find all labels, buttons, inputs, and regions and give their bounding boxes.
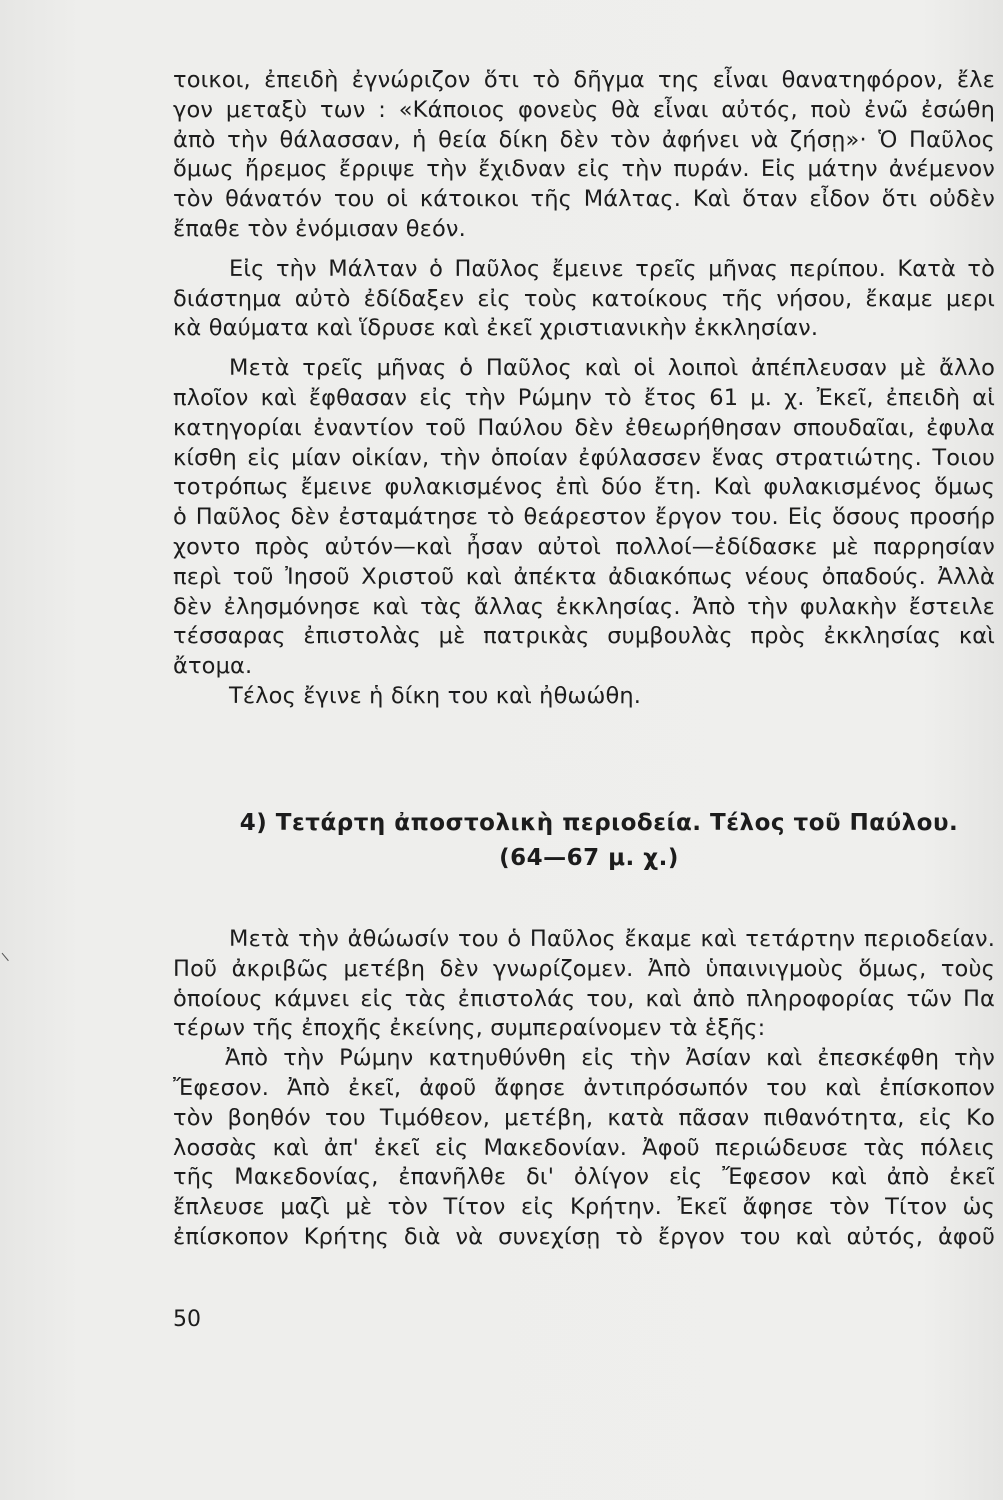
page-number: 50 bbox=[173, 1307, 201, 1332]
text-line: Ποῦ ἀκριβῶς μετέβη δὲν γνωρίζομεν. Ἀπὸ ὑπαινιγμοὺς ὅμως, τοὺς bbox=[173, 955, 995, 982]
paragraph-rome bbox=[173, 354, 995, 682]
text-line: περὶ τοῦ Ἰησοῦ Χριστοῦ καὶ ἀπέκτα ἀδιακόπως νέους ὀπαδούς. Ἀλλὰ bbox=[173, 563, 995, 590]
paragraph-malta-viper bbox=[173, 66, 995, 245]
body-text-top bbox=[173, 66, 995, 712]
text-line: Μετὰ τὴν ἀθώωσίν του ὁ Παῦλος ἔκαμε καὶ τετάρτην περιοδείαν. bbox=[229, 926, 995, 952]
text-line: ἔπαθε τὸν ἐνόμισαν θεόν. bbox=[173, 215, 466, 242]
text-line: ὅμως ἤρεμος ἔρριψε τὴν ἔχιδναν εἰς τὴν πυράν. Εἰς μάτην ἀνέμενον bbox=[173, 156, 995, 183]
text-line: ἄτομα. bbox=[173, 653, 253, 680]
text-line: χοντο πρὸς αὐτόν—καὶ ἦσαν αὐτοὶ πολλοί—ἐδίδασκε μὲ παρρησίαν bbox=[173, 533, 995, 560]
section-heading: 4) Τετάρτη ἀποστολικὴ περιοδεία. Τέλος τοῦ Παύλου. bbox=[239, 810, 959, 836]
text-line: γον μεταξὺ των : «Κάποιος φονεὺς θὰ εἶναι αὐτός, ποὺ ἐνῶ ἐσώθη bbox=[173, 96, 995, 123]
paragraph-fourth-journey bbox=[173, 925, 995, 1044]
section-heading-dates: (64—67 μ. χ.) bbox=[499, 845, 679, 871]
text-line: τὸν θάνατόν του οἱ κάτοικοι τῆς Μάλτας. Καὶ ὅταν εἶδον ὅτι οὐδὲν bbox=[173, 186, 995, 213]
text-line: ὁποίους κάμνει εἰς τὰς ἐπιστολάς του, καὶ ἀπὸ πληροφορίας τῶν Πα bbox=[173, 985, 995, 1012]
text-line: ἐπίσκοπον Κρήτης διὰ νὰ συνεχίσῃ τὸ ἔργον του καὶ αὐτός, ἀφοῦ bbox=[173, 1223, 995, 1250]
text-line: ἀπὸ τὴν θάλασσαν, ἡ θεία δίκη δὲν τὸν ἀφήνει νὰ ζήσῃ»· Ὁ Παῦλος bbox=[173, 126, 995, 153]
text-line: Ἔφεσον. Ἀπὸ ἐκεῖ, ἀφοῦ ἄφησε ἀντιπρόσωπόν του καὶ ἐπίσκοπον bbox=[173, 1074, 995, 1101]
text-line: ὁ Παῦλος δὲν ἐσταμάτησε τὸ θεάρεστον ἔργον του. Εἰς ὅσους προσήρ bbox=[173, 504, 995, 531]
text-line: Τέλος ἔγινε ἡ δίκη του καὶ ἠθωώθη. bbox=[229, 682, 642, 709]
body-text-bottom bbox=[173, 925, 995, 1253]
paragraph-acquittal bbox=[173, 682, 995, 712]
text-line: τὸν βοηθόν του Τιμόθεον, μετέβη, κατὰ πᾶσαν πιθανότητα, εἰς Κο bbox=[173, 1104, 995, 1131]
text-line: διάστημα αὐτὸ ἐδίδαξεν εἰς τοὺς κατοίκους τῆς νήσου, ἔκαμε μερι bbox=[173, 285, 995, 312]
text-line: κατηγορίαι ἐναντίον τοῦ Παύλου δὲν ἐθεωρήθησαν σπουδαῖαι, ἐφυλα bbox=[173, 414, 995, 441]
margin-mark bbox=[2, 949, 14, 961]
text-line: Ἀπὸ τὴν Ρώμην κατηυθύνθη εἰς τὴν Ἀσίαν καὶ ἐπεσκέφθη τὴν bbox=[225, 1045, 995, 1072]
text-line: τοτρόπως ἔμεινε φυλακισμένος ἐπὶ δύο ἔτη. Καὶ φυλακισμένος ὅμως bbox=[173, 474, 995, 501]
text-line: τέσσαρας ἐπιστολὰς μὲ πατρικὰς συμβουλὰς πρὸς ἐκκλησίας καὶ bbox=[173, 623, 995, 650]
paragraph-travels bbox=[173, 1044, 995, 1253]
text-line: ἔπλευσε μαζὶ μὲ τὸν Τίτον εἰς Κρήτην. Ἐκεῖ ἄφησε τὸν Τίτον ὡς bbox=[173, 1194, 995, 1221]
paragraph-malta-stay bbox=[173, 255, 995, 344]
text-line: Εἰς τὴν Μάλταν ὁ Παῦλος ἔμεινε τρεῖς μῆνας περίπου. Κατὰ τὸ bbox=[229, 255, 995, 282]
text-line: τοικοι, ἐπειδὴ ἐγνώριζον ὅτι τὸ δῆγμα της εἶναι θανατηφόρον, ἔλε bbox=[173, 67, 995, 93]
text-line: δὲν ἐλησμόνησε καὶ τὰς ἄλλας ἐκκλησίας. Ἀπὸ τὴν φυλακὴν ἔστειλε bbox=[173, 593, 995, 620]
text-line: πλοῖον καὶ ἔφθασαν εἰς τὴν Ρώμην τὸ ἔτος 61 μ. χ. Ἐκεῖ, ἐπειδὴ αἱ bbox=[173, 384, 995, 411]
text-line: Μετὰ τρεῖς μῆνας ὁ Παῦλος καὶ οἱ λοιποὶ ἀπέπλευσαν μὲ ἄλλο bbox=[229, 355, 995, 382]
text-line: τέρων τῆς ἐποχῆς ἐκείνης, συμπεραίνομεν τὰ ἑξῆς: bbox=[173, 1015, 766, 1042]
text-line: κὰ θαύματα καὶ ἵδρυσε καὶ ἐκεῖ χριστιανικὴν ἐκκλησίαν. bbox=[173, 315, 819, 342]
text-line: λοσσὰς καὶ ἀπ' ἐκεῖ εἰς Μακεδονίαν. Ἀφοῦ περιώδευσε τὰς πόλεις bbox=[173, 1134, 995, 1161]
text-line: τῆς Μακεδονίας, ἐπανῆλθε δι' ὀλίγον εἰς Ἔφεσον καὶ ἀπὸ ἐκεῖ bbox=[173, 1164, 995, 1191]
text-line: κίσθη εἰς μίαν οἰκίαν, τὴν ὁποίαν ἐφύλασσεν ἕνας στρατιώτης. Τοιου bbox=[173, 444, 995, 471]
